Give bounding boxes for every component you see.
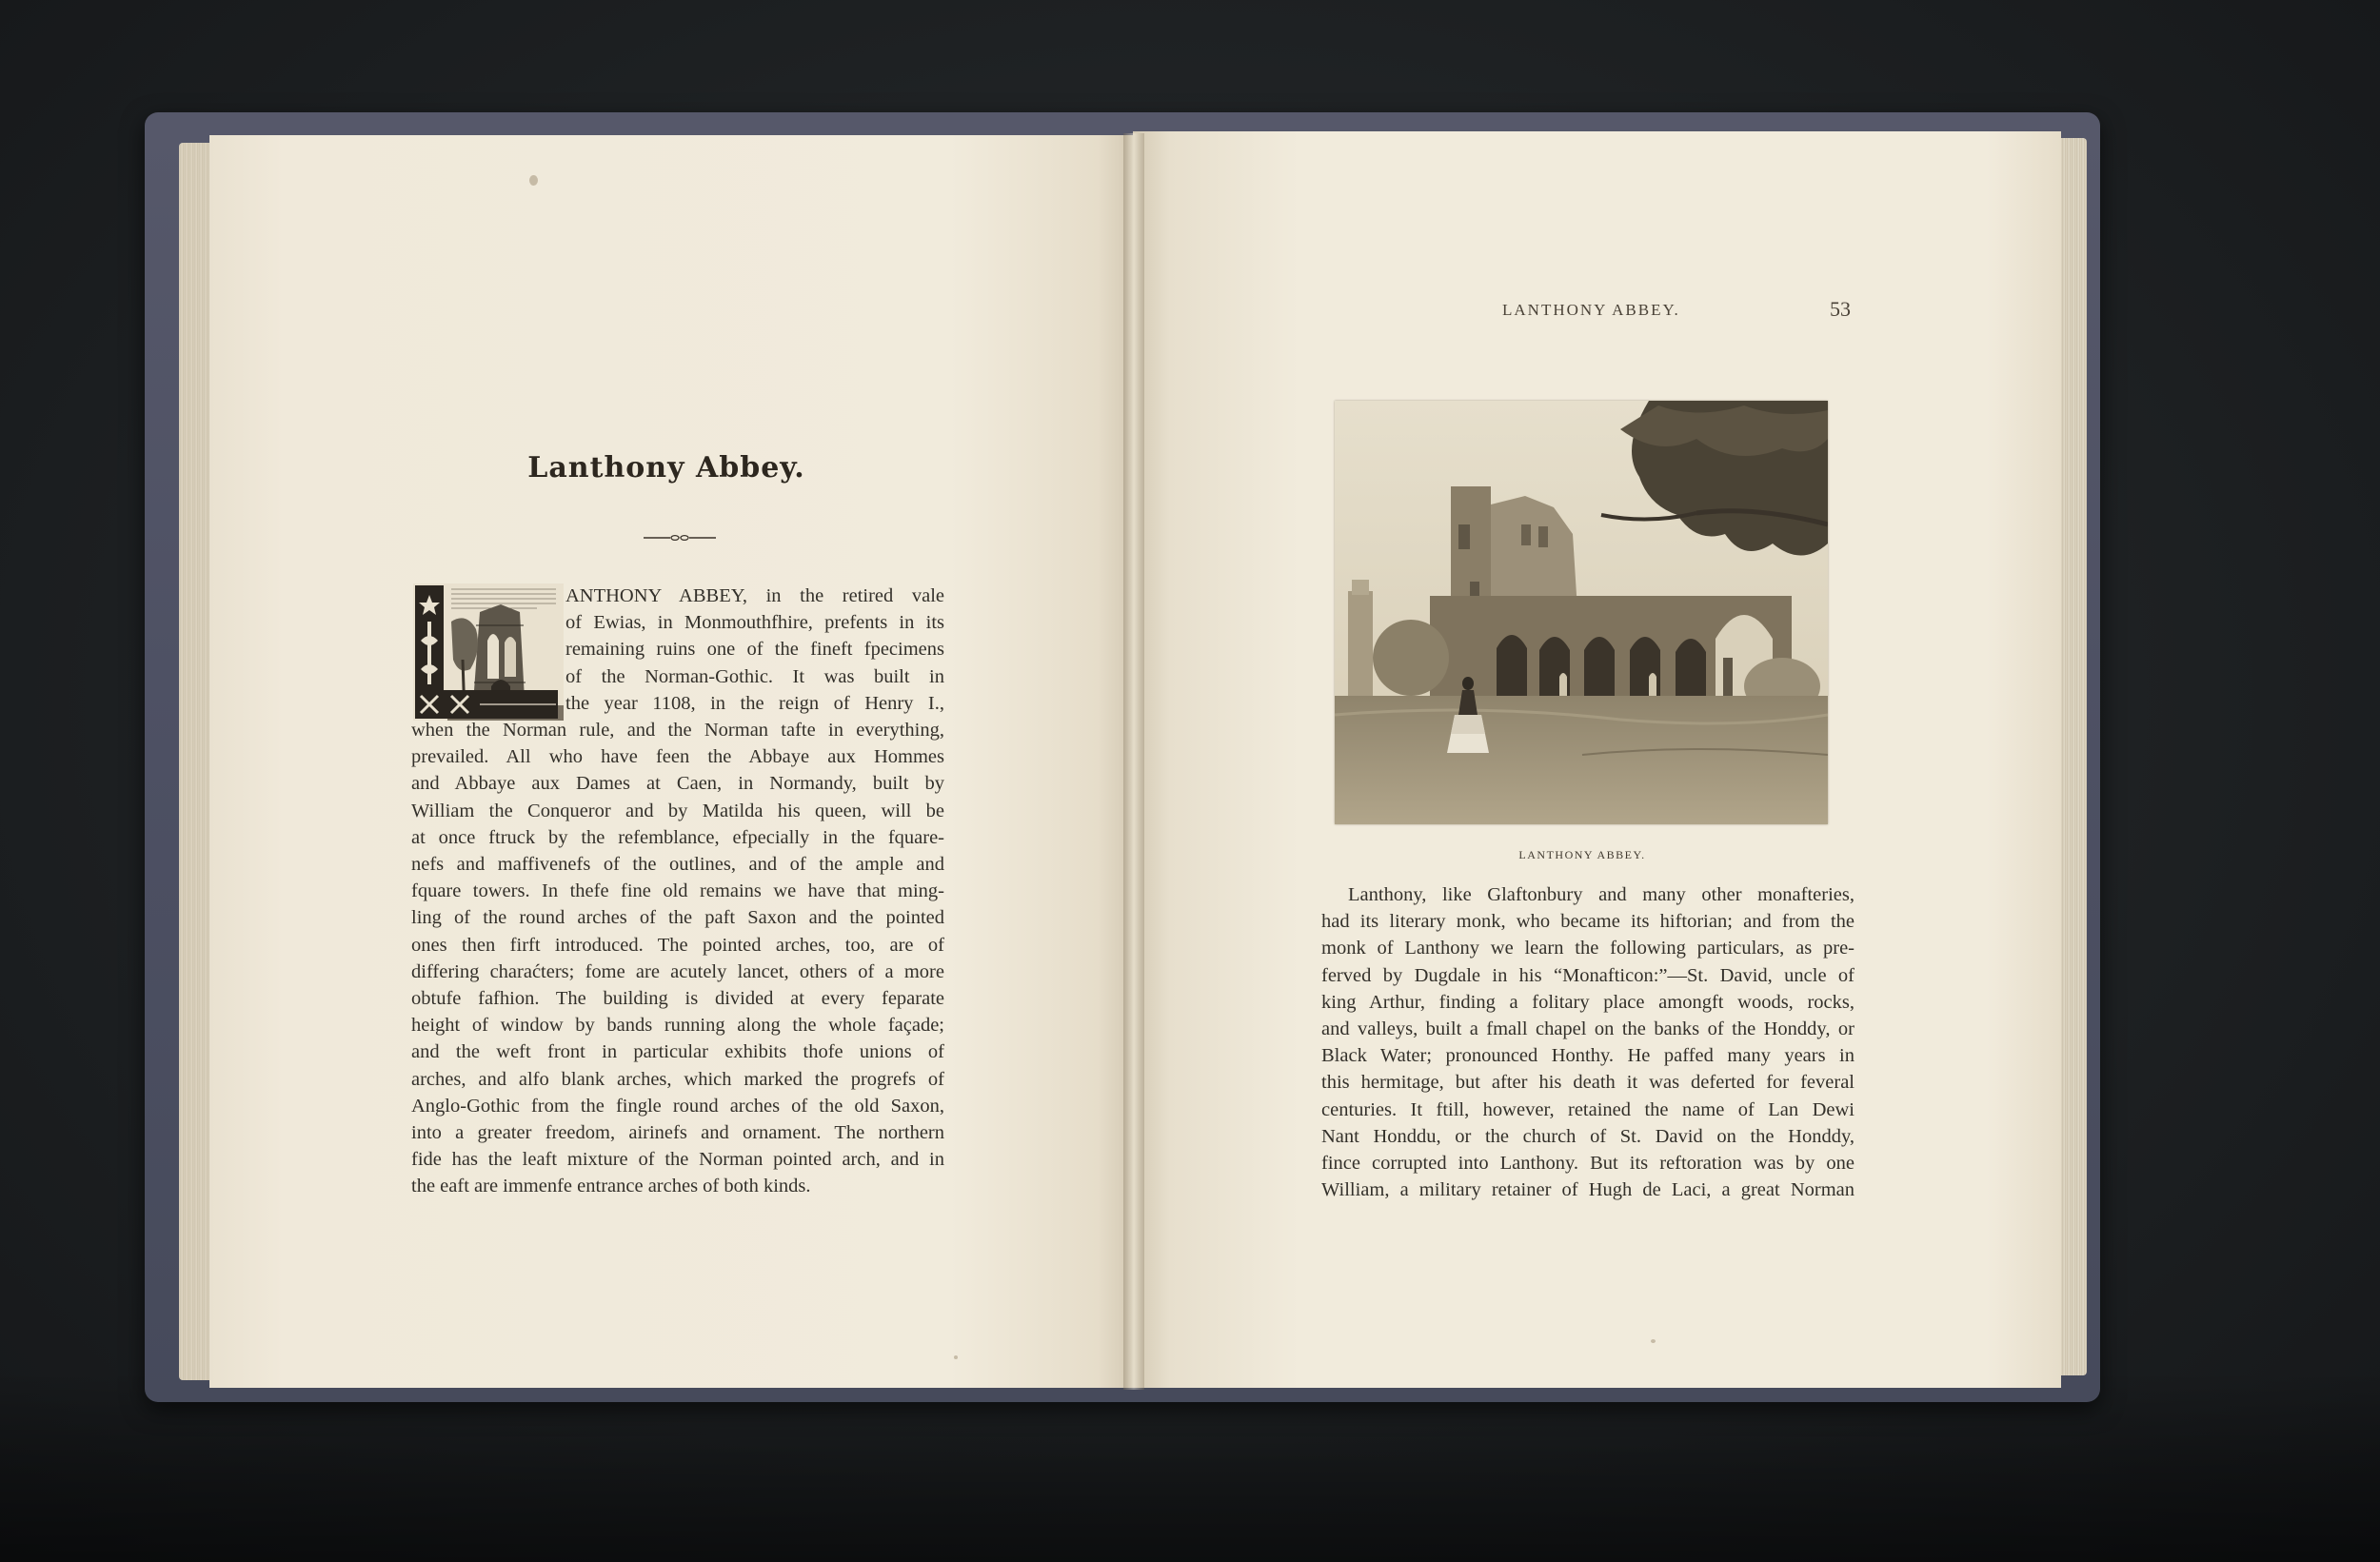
page-number: 53 [1830, 297, 1851, 321]
text-line: at once ftruck by the refemblance, efpecially in the fquare- [411, 826, 944, 848]
body-paragraph [1321, 881, 1854, 1203]
text-line: this hermitage, but after his death it was deferted for feveral [1321, 1072, 1854, 1094]
text-line: and the weft front in particular exhibits thofe unions of [411, 1041, 944, 1063]
text-line: had its literary monk, who became its hiftorian; and from the [1321, 911, 1854, 933]
text-line: remaining ruins one of the fineft fpecimens [565, 639, 944, 661]
photo-caption: LANTHONY ABBEY. [1518, 848, 1646, 861]
text-line: William the Conqueror and by Matilda his queen, will be [411, 800, 944, 821]
paper-speck [954, 1355, 958, 1359]
book-gutter [1123, 133, 1144, 1390]
text-line: and valleys, built a fmall chapel on the banks of the Honddy, or [1321, 1018, 1854, 1040]
text-line: Anglo-Gothic from the fingle round arches of the old Saxon, [411, 1095, 944, 1117]
paper-speck [529, 175, 538, 186]
running-head: LANTHONY ABBEY. [1502, 301, 1680, 319]
text-line: ones then firft introduced. The pointed arches, too, are of [411, 934, 944, 956]
opening-paragraph-indented [565, 583, 944, 717]
text-line: of the Norman-Gothic. It was built in [565, 665, 944, 687]
text-line: fince corrupted into Lanthony. But its reftoration was by one [1321, 1153, 1854, 1175]
opening-paragraph-continued [411, 717, 944, 1200]
text-line: into a greater freedom, airinefs and ornament. The northern [411, 1122, 944, 1144]
text-line: of Ewias, in Monmouthfhire, prefents in its [565, 612, 944, 634]
text-line: Lanthony, like Glaftonbury and many other monafteries, [1348, 884, 1854, 905]
text-line: ANTHONY ABBEY, in the retired vale [565, 585, 944, 606]
abbey-photograph [1335, 401, 1828, 824]
text-line: the eaft are immenfe entrance arches of both kinds. [411, 1176, 811, 1197]
text-line: nefs and maffivenefs of the outlines, and of the ample and [411, 854, 944, 876]
text-line: fide has the leaft mixture of the Norman pointed arch, and in [411, 1149, 944, 1171]
chapter-title: Lanthony Abbey. [527, 451, 805, 484]
text-line: ferved by Dugdale in his “Monafticon:”—St. David, uncle of [1321, 964, 1854, 986]
text-line: centuries. It ftill, however, retained the name of Lan Dewi [1321, 1098, 1854, 1120]
illustrated-drop-cap [413, 583, 564, 721]
text-line: when the Norman rule, and the Norman tafte in everything, [411, 720, 944, 741]
text-line: Black Water; pronounced Honthy. He paffed many years in [1321, 1045, 1854, 1067]
title-ornament-icon [644, 534, 716, 542]
text-line: the year 1108, in the reign of Henry I., [565, 692, 944, 714]
text-line: Nant Honddu, or the church of St. David on the Honddy, [1321, 1125, 1854, 1147]
paper-speck [1651, 1339, 1656, 1343]
text-line: monk of Lanthony we learn the following particulars, as pre- [1321, 938, 1854, 959]
text-line: and Abbaye aux Dames at Caen, in Normandy, built by [411, 773, 944, 795]
text-line: William, a military retainer of Hugh de Laci, a great Norman [1321, 1179, 1854, 1201]
text-line: differing charaćters; fome are acutely lancet, others of a more [411, 960, 944, 982]
text-line: king Arthur, finding a folitary place amongft woods, rocks, [1321, 991, 1854, 1013]
text-line: fquare towers. In thefe fine old remains we have that ming- [411, 880, 944, 902]
text-line: height of window by bands running along the whole façade; [411, 1015, 944, 1037]
text-line: obtufe fafhion. The building is divided at every feparate [411, 988, 944, 1010]
text-line: prevailed. All who have feen the Abbaye aux Hommes [411, 746, 944, 768]
text-line: arches, and alfo blank arches, which marked the progrefs of [411, 1068, 944, 1090]
text-line: ling of the round arches of the paft Saxon and the pointed [411, 907, 944, 929]
